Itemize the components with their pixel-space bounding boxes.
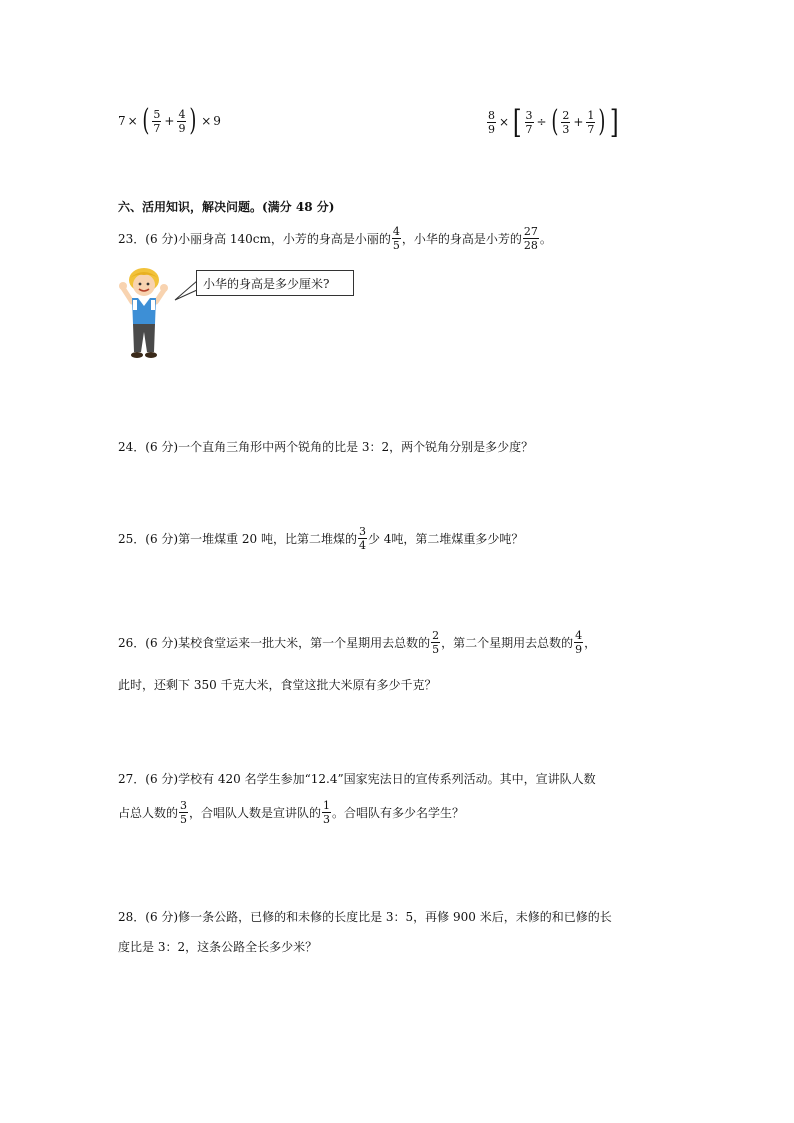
speech-bubble (196, 270, 354, 296)
plus-sign: + (573, 115, 584, 129)
times-sign: × (499, 115, 510, 129)
speech-bubble-tail (174, 280, 198, 302)
question-26-line-1: 26．(6 分)某校食堂运来一批大米，第一个星期用去总数的 $\frac{2}{5}$ ，第二个星期用去总数的 $\frac{4}{9}$ ， (118, 629, 597, 656)
speech-bubble-text: 小华的身高是多少厘米? (203, 276, 330, 291)
expr1-a: 7 (118, 114, 126, 128)
times-sign: × (127, 114, 138, 128)
fraction: $\frac{4}{9}$ (178, 107, 186, 135)
right-paren: ) (189, 103, 197, 138)
fraction: $\frac{4}{9}$ (575, 629, 583, 656)
fraction: $\frac{5}{7}$ (153, 107, 161, 135)
fraction: $\frac{2}{3}$ (562, 108, 570, 136)
left-paren: ( (550, 104, 558, 139)
fraction: $\frac{27}{28}$ (523, 225, 538, 252)
question-26-line-2: 此时，还剩下 350 千克大米，食堂这批大米原有多少千克？ (118, 678, 437, 692)
plus-sign: + (164, 114, 175, 128)
fraction: $\frac{3}{4}$ (358, 525, 366, 552)
left-paren: ( (142, 103, 150, 138)
question-27-line-1: 27．(6 分)学校有 420 名学生参加“12.4”国家宪法日的宣传系列活动。其中，宣讲队人数 (118, 772, 596, 786)
expression-1 (118, 103, 221, 138)
left-bracket: [ (512, 103, 522, 141)
question-24: 24．(6 分)一个直角三角形中两个锐角的比是 3：2，两个锐角分别是多少度？ (118, 440, 534, 454)
fraction: $\frac{3}{7}$ (525, 108, 533, 136)
section-heading: 六、活用知识，解决问题。(满分 48 分) (118, 200, 335, 214)
fraction: $\frac{2}{5}$ (432, 629, 440, 656)
question-27-line-2: 占总人数的 $\frac{3}{5}$ ，合唱队人数是宣讲队的 $\frac{1}{3}$ 。合唱队有多少名学生？ (118, 799, 465, 826)
fraction: $\frac{4}{5}$ (392, 225, 400, 252)
fraction: $\frac{1}{3}$ (323, 799, 331, 826)
fraction: $\frac{3}{5}$ (180, 799, 188, 826)
question-23: 23．(6 分)小丽身高 140cm，小芳的身高是小丽的 $\frac{4}{5}$ ，小华的身高是小芳的 $\frac{27}{28}$ 。 (118, 225, 552, 252)
expr1-b: 9 (213, 114, 221, 128)
times-sign: × (201, 114, 212, 128)
question-28-line-2: 度比是 3：2，这条公路全长多少米？ (118, 940, 318, 954)
question-28-line-1: 28．(6 分)修一条公路，已修的和未修的长度比是 3：5，再修 900 米后，未修的和已修的长 (118, 910, 612, 924)
fraction: $\frac{1}{7}$ (587, 108, 595, 136)
boy-illustration (118, 266, 170, 360)
expression-2 (486, 103, 621, 141)
question-25: 25．(6 分)第一堆煤重 20 吨，比第二堆煤的 $\frac{3}{4}$ 少 4吨，第二堆煤重多少吨？ (118, 525, 524, 552)
divide-sign: ÷ (536, 115, 547, 129)
right-bracket: ] (609, 103, 619, 141)
fraction: $\frac{8}{9}$ (488, 108, 495, 136)
right-paren: ) (598, 104, 606, 139)
